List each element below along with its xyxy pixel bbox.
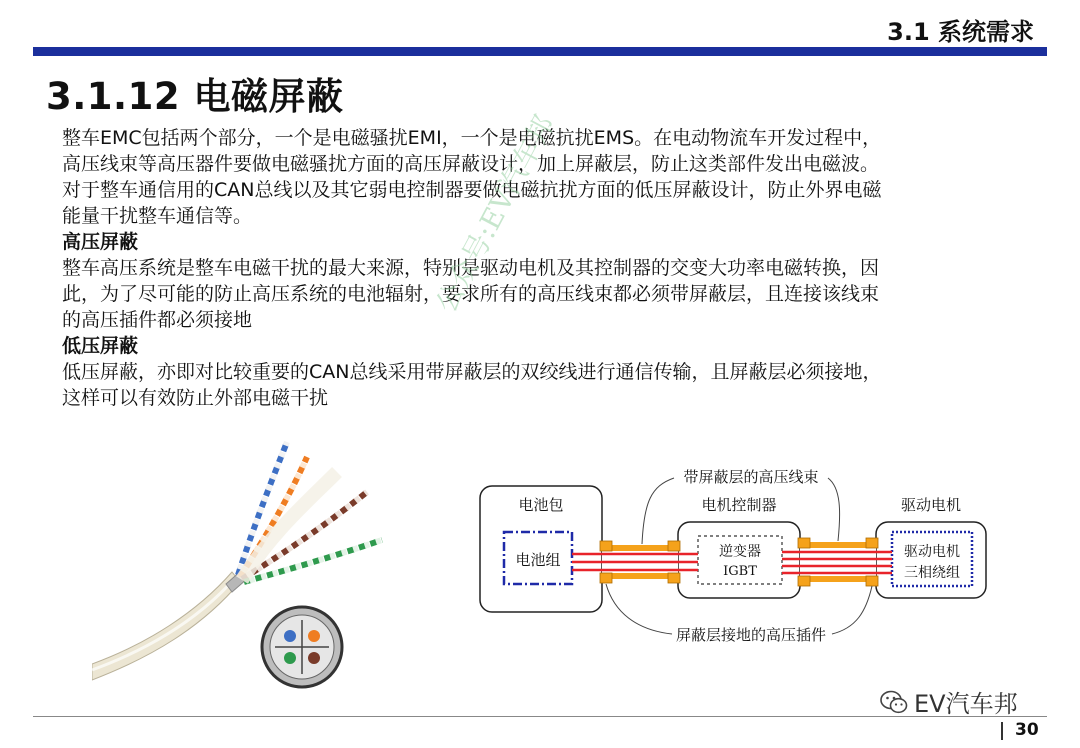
motor-controller-title: 电机控制器 [701,496,777,514]
battery-pack-title: 电池包 [518,496,564,514]
low-voltage-line: 低压屏蔽，亦即对比较重要的CAN总线采用带屏蔽层的双绞线进行通信传输，且屏蔽层必须接地， [62,361,882,383]
hv-connector [668,573,680,583]
body-text [62,125,1022,411]
header-rule [33,47,1047,56]
watermark: 公众号:EV汽车邦 [429,109,561,318]
igbt-label: IGBT [723,564,757,579]
intro-line: 能量干扰整车通信等。 [62,205,253,227]
intro-line: 高压线束等高压器件要做电磁骚扰方面的高压屏蔽设计，加上屏蔽层，防止这类部件发出电磁波。 [62,153,880,175]
hv-connector [798,576,810,586]
brand-name: EV汽车邦 [914,690,1018,718]
grounded-connector-label: 屏蔽层接地的高压插件 [675,626,827,644]
high-voltage-heading: 高压屏蔽 [62,231,139,253]
drive-motor-inner-label: 驱动电机 [904,544,960,560]
high-voltage-line: 此，为了尽可能的防止高压系统的电池辐射，要求所有的高压线束都必须带屏蔽层，且连接该线束 [62,283,880,305]
intro-line: 对于整车通信用的CAN总线以及其它弱电控制器要做电磁抗扰方面的低压屏蔽设计，防止外界电磁 [62,179,882,201]
drive-motor-title: 驱动电机 [900,496,962,514]
hv-connector [600,573,612,583]
brand-mark [880,684,1018,719]
page-number: 30 [1015,720,1039,740]
page-number-divider [1001,722,1003,740]
twisted-pair-cable-image [92,432,392,702]
slide-title: 3.1.12 电磁屏蔽 [46,75,344,118]
hv-connector [600,541,612,551]
battery-module-label: 电池组 [515,551,561,569]
high-voltage-line: 的高压插件都必须接地 [62,309,253,331]
hv-connector [866,576,878,586]
section-label: 3.1 系统需求 [887,18,1034,46]
low-voltage-line: 这样可以有效防止外部电磁干扰 [62,387,329,409]
wechat-icon [880,689,908,715]
hv-connector [798,538,810,548]
hv-shielding-diagram [476,462,1066,652]
high-voltage-line: 整车高压系统是整车电磁干扰的最大来源，特别是驱动电机及其控制器的交变大功率电磁转换，因 [62,257,880,279]
shielded-harness-label: 带屏蔽层的高压线束 [683,468,819,486]
hv-connector [668,541,680,551]
low-voltage-heading: 低压屏蔽 [62,335,139,357]
inverter-label: 逆变器 [719,544,761,560]
hv-connector [866,538,878,548]
three-phase-winding-label: 三相绕组 [904,565,960,581]
intro-line: 整车EMC包括两个部分，一个是电磁骚扰EMI，一个是电磁抗扰EMS。在电动物流车开发过程中， [62,127,882,149]
